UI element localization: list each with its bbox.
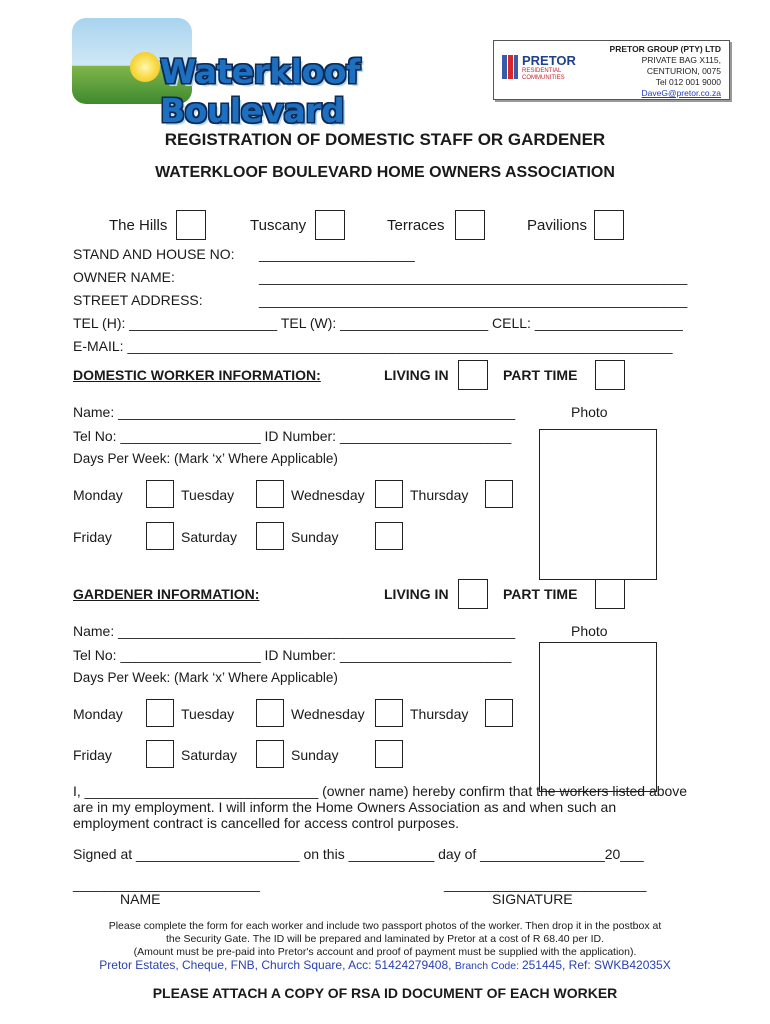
domestic-thursday-checkbox[interactable] bbox=[485, 480, 513, 508]
domestic-saturday-checkbox[interactable] bbox=[256, 522, 284, 550]
gardener-day-wednesday-label: Wednesday bbox=[291, 706, 365, 722]
form-title: REGISTRATION OF DOMESTIC STAFF OR GARDENER bbox=[164, 130, 606, 149]
gardener-day-thursday-label: Thursday bbox=[410, 706, 469, 722]
domestic-photo-box[interactable] bbox=[539, 429, 657, 580]
gardener-part-time-checkbox[interactable] bbox=[595, 579, 625, 609]
note-line-2: the Security Gate. The ID will be prepared and laminated by Pretor at a cost of R 68.40 per ID. bbox=[165, 933, 605, 945]
domestic-day-saturday-label: Saturday bbox=[181, 529, 238, 545]
gardener-thursday-checkbox[interactable] bbox=[485, 699, 513, 727]
estate-checkbox-pavilions[interactable] bbox=[594, 210, 624, 240]
declaration-line-1[interactable]: I, ______________________________ (owner name) hereby confirm that the workers listed above bbox=[73, 783, 688, 799]
name-signature-line[interactable]: ________________________ bbox=[73, 876, 260, 892]
waterkloof-logo bbox=[72, 18, 484, 130]
declaration-line-2: are in my employment. I will inform the Home Owners Association as and when such an bbox=[73, 799, 617, 815]
pretor-tel: Tel 012 001 9000 bbox=[655, 77, 721, 87]
estate-checkbox-tuscany[interactable] bbox=[315, 210, 345, 240]
gardener-day-sunday-label: Sunday bbox=[291, 747, 339, 763]
gardener-day-tuesday-label: Tuesday bbox=[181, 706, 235, 722]
note-line-1: Please complete the form for each worker and include two passport photos of the worker. Then drop it in the postbox at bbox=[108, 920, 662, 932]
domestic-living-in-checkbox[interactable] bbox=[458, 360, 488, 390]
domestic-day-tuesday-label: Tuesday bbox=[181, 487, 235, 503]
pretor-brand: PRETOR bbox=[522, 53, 576, 68]
pretor-brand-sub: RESIDENTIAL COMMUNITIES bbox=[522, 68, 565, 81]
domestic-day-sunday-label: Sunday bbox=[291, 529, 339, 545]
domestic-sunday-checkbox[interactable] bbox=[375, 522, 403, 550]
name-label: NAME bbox=[120, 891, 161, 907]
gardener-day-friday-label: Friday bbox=[73, 747, 112, 763]
domestic-tuesday-checkbox[interactable] bbox=[256, 480, 284, 508]
pretor-email-link[interactable]: DaveG@pretor.co.za bbox=[641, 88, 721, 98]
gardener-heading: GARDENER INFORMATION: bbox=[73, 586, 260, 602]
stand-field[interactable]: ____________________ bbox=[259, 246, 415, 262]
domestic-day-wednesday-label: Wednesday bbox=[291, 487, 365, 503]
signature-label: SIGNATURE bbox=[492, 891, 573, 907]
gardener-days-label: Days Per Week: (Mark ‘x’ Where Applicable) bbox=[73, 670, 338, 685]
pretor-logo-icon bbox=[502, 55, 518, 79]
email-row[interactable]: E-MAIL: ______________________________________________________________________ bbox=[73, 338, 673, 354]
note-line-3: (Amount must be pre-paid into Pretor's account and proof of payment must be supplied with the application). bbox=[133, 946, 637, 958]
estate-checkbox-hills[interactable] bbox=[176, 210, 206, 240]
signature-line[interactable]: __________________________ bbox=[444, 876, 647, 892]
estate-label-pavilions: Pavilions bbox=[527, 217, 588, 234]
sun-icon bbox=[130, 52, 160, 82]
pretor-address bbox=[610, 44, 721, 99]
stand-label: STAND AND HOUSE NO: bbox=[73, 246, 235, 262]
gardener-saturday-checkbox[interactable] bbox=[256, 740, 284, 768]
gardener-sunday-checkbox[interactable] bbox=[375, 740, 403, 768]
domestic-photo-label: Photo bbox=[571, 404, 608, 420]
gardener-living-in-label: LIVING IN bbox=[384, 586, 449, 602]
domestic-day-friday-label: Friday bbox=[73, 529, 112, 545]
gardener-name-row[interactable]: Name: ___________________________________________________ bbox=[73, 623, 516, 639]
pretor-city: CENTURION, 0075 bbox=[646, 66, 721, 76]
gardener-day-saturday-label: Saturday bbox=[181, 747, 238, 763]
domestic-heading: DOMESTIC WORKER INFORMATION: bbox=[73, 367, 321, 383]
owner-name-label: OWNER NAME: bbox=[73, 269, 175, 285]
street-address-label: STREET ADDRESS: bbox=[73, 292, 203, 308]
signed-at-row[interactable]: Signed at _____________________ on this ___________ day of ________________20___ bbox=[73, 846, 644, 862]
gardener-monday-checkbox[interactable] bbox=[146, 699, 174, 727]
domestic-friday-checkbox[interactable] bbox=[146, 522, 174, 550]
declaration-line-3: employment contract is cancelled for access control purposes. bbox=[73, 815, 459, 831]
gardener-friday-checkbox[interactable] bbox=[146, 740, 174, 768]
domestic-name-row[interactable]: Name: ___________________________________________________ bbox=[73, 404, 516, 420]
gardener-wednesday-checkbox[interactable] bbox=[375, 699, 403, 727]
domestic-wednesday-checkbox[interactable] bbox=[375, 480, 403, 508]
domestic-day-monday-label: Monday bbox=[73, 487, 123, 503]
gardener-photo-box[interactable] bbox=[539, 642, 657, 792]
owner-name-field[interactable]: _______________________________________________________ bbox=[259, 269, 688, 285]
telephone-row[interactable]: TEL (H): ___________________ TEL (W): ___________________ CELL: ___________________ bbox=[73, 315, 683, 331]
domestic-living-in-label: LIVING IN bbox=[384, 367, 449, 383]
logo-text: Waterkloof Boulevard bbox=[160, 52, 360, 130]
estate-checkbox-terraces[interactable] bbox=[455, 210, 485, 240]
pretor-contact-box bbox=[493, 40, 730, 100]
gardener-tel-id-row[interactable]: Tel No: __________________ ID Number: ______________________ bbox=[73, 647, 512, 663]
domestic-day-thursday-label: Thursday bbox=[410, 487, 469, 503]
street-address-field[interactable]: _______________________________________________________ bbox=[259, 292, 688, 308]
gardener-living-in-checkbox[interactable] bbox=[458, 579, 488, 609]
domestic-part-time-label: PART TIME bbox=[503, 367, 578, 383]
footer-instruction: PLEASE ATTACH A COPY OF RSA ID DOCUMENT OF EACH WORKER bbox=[152, 985, 618, 1001]
domestic-days-label: Days Per Week: (Mark ‘x’ Where Applicable) bbox=[73, 451, 338, 466]
gardener-part-time-label: PART TIME bbox=[503, 586, 578, 602]
domestic-part-time-checkbox[interactable] bbox=[595, 360, 625, 390]
estate-label-terraces: Terraces bbox=[387, 217, 445, 234]
domestic-tel-id-row[interactable]: Tel No: __________________ ID Number: ______________________ bbox=[73, 428, 512, 444]
form-subtitle: WATERKLOOF BOULEVARD HOME OWNERS ASSOCIATION bbox=[155, 164, 615, 181]
bank-details: Pretor Estates, Cheque, FNB, Church Square, Acc: 51424279408, Branch Code: 251445, Ref: SWKB42035X bbox=[99, 958, 671, 972]
gardener-photo-label: Photo bbox=[571, 623, 608, 639]
estate-label-hills: The Hills bbox=[109, 217, 168, 234]
domestic-monday-checkbox[interactable] bbox=[146, 480, 174, 508]
estate-label-tuscany: Tuscany bbox=[250, 217, 307, 234]
pretor-company: PRETOR GROUP (PTY) LTD bbox=[609, 44, 721, 54]
gardener-tuesday-checkbox[interactable] bbox=[256, 699, 284, 727]
pretor-bag: PRIVATE BAG X115, bbox=[641, 55, 721, 65]
gardener-day-monday-label: Monday bbox=[73, 706, 123, 722]
